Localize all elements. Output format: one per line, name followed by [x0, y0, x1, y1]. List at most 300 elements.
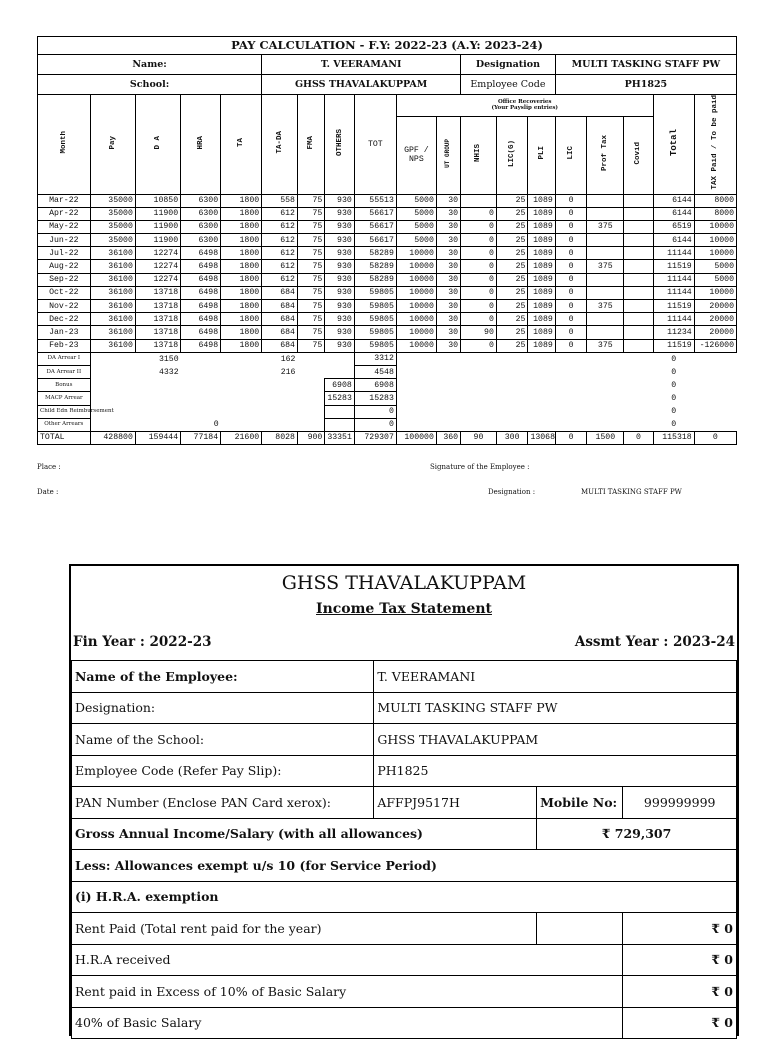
cell-lic-g: 25	[496, 300, 528, 313]
cell-da: 13718	[135, 300, 180, 313]
arrear-blank	[396, 365, 653, 378]
cell-hra: 6498	[181, 339, 221, 352]
cell-da: 11900	[135, 220, 180, 233]
cell-total: 6144	[653, 194, 694, 207]
it-row-designation	[72, 692, 737, 724]
cell-fma: 75	[297, 286, 324, 299]
arrear-blank	[396, 379, 653, 392]
arrear-row	[38, 352, 737, 365]
col-fma: FMA	[297, 95, 324, 195]
cell-pay: 36100	[90, 326, 135, 339]
totals-prof-tax: 1500	[587, 431, 624, 444]
cell-others: 930	[325, 234, 354, 247]
place-label: Place :	[37, 463, 61, 471]
cell-gpf: 5000	[396, 234, 436, 247]
cell-lic: 0	[555, 300, 587, 313]
arrear-ta	[221, 405, 262, 418]
it-row-hra-received	[72, 944, 737, 976]
arrear-tot: 3312	[354, 352, 396, 365]
place-line	[37, 463, 737, 471]
cell-month: Jun-22	[38, 234, 91, 247]
arrear-tada: 216	[280, 367, 296, 377]
cell-lic: 0	[555, 234, 587, 247]
cell-total: 11519	[653, 260, 694, 273]
cell-pay: 36100	[90, 313, 135, 326]
name-value: T. VEERAMANI	[262, 55, 461, 75]
cell-lic-g: 25	[496, 234, 528, 247]
cell-covid	[624, 247, 653, 260]
designation-label: Designation:	[72, 692, 374, 724]
arrear-label: Other Arrears	[38, 418, 91, 431]
cell-others: 930	[325, 260, 354, 273]
cell-gpf: 5000	[396, 194, 436, 207]
cell-others: 930	[325, 220, 354, 233]
cell-pli: 1089	[528, 207, 555, 220]
cell-total: 11234	[653, 326, 694, 339]
cell-prof-tax: 375	[587, 339, 624, 352]
it-row-hra	[72, 881, 737, 913]
rent-paid-label: Rent Paid (Total rent paid for the year)	[72, 913, 537, 945]
cell-nhis: 0	[461, 313, 497, 326]
totals-tax: 0	[694, 431, 736, 444]
forty-percent-value: ₹ 0	[623, 1007, 737, 1039]
cell-pay: 35000	[90, 194, 135, 207]
cell-tada: 612	[262, 234, 298, 247]
cell-ta: 1800	[221, 339, 262, 352]
cell-pli: 1089	[528, 194, 555, 207]
cell-month: Apr-22	[38, 207, 91, 220]
col-total: Total	[653, 95, 694, 195]
cell-prof-tax	[587, 313, 624, 326]
cell-lic-g: 25	[496, 273, 528, 286]
cell-tada: 612	[262, 247, 298, 260]
cell-hra: 6498	[181, 247, 221, 260]
arrear-tada: 162	[280, 354, 296, 364]
cell-others: 930	[325, 300, 354, 313]
cell-tot: 56617	[354, 207, 396, 220]
arrear-others: 6908	[325, 379, 354, 392]
cell-lic: 0	[555, 313, 587, 326]
col-tada: TA-DA	[262, 95, 298, 195]
arrear-hra	[181, 352, 221, 365]
cell-tada: 612	[262, 207, 298, 220]
cell-da: 11900	[135, 207, 180, 220]
cell-tada: 558	[262, 194, 298, 207]
cell-lic: 0	[555, 220, 587, 233]
cell-nhis: 0	[461, 300, 497, 313]
cell-prof-tax: 375	[587, 260, 624, 273]
cell-others: 930	[325, 207, 354, 220]
it-row-name	[72, 661, 737, 693]
arrear-hra	[181, 379, 221, 392]
cell-prof-tax	[587, 286, 624, 299]
cell-tada: 612	[262, 220, 298, 233]
cell-da: 13718	[135, 286, 180, 299]
cell-month: Sep-22	[38, 273, 91, 286]
it-school-title: GHSS THAVALAKUPPAM	[281, 572, 527, 594]
cell-covid	[624, 339, 653, 352]
arrear-fma	[297, 418, 324, 431]
cell-hra: 6300	[181, 220, 221, 233]
hra-exemption-label: (i) H.R.A. exemption	[72, 881, 737, 913]
arrear-tot: 4548	[354, 365, 396, 378]
cell-da: 13718	[135, 326, 180, 339]
cell-pli: 1089	[528, 300, 555, 313]
hra-received-label: H.R.A received	[72, 944, 623, 976]
cell-hra: 6498	[181, 286, 221, 299]
cell-covid	[624, 260, 653, 273]
cell-pli: 1089	[528, 220, 555, 233]
cell-fma: 75	[297, 220, 324, 233]
cell-ut: 30	[436, 234, 460, 247]
cell-lic: 0	[555, 207, 587, 220]
cell-ta: 1800	[221, 234, 262, 247]
fin-year: Fin Year : 2022-23	[73, 634, 212, 650]
cell-prof-tax	[587, 247, 624, 260]
cell-tot: 59805	[354, 326, 396, 339]
arrear-total: 0	[671, 367, 677, 377]
arrear-total: 0	[671, 420, 677, 430]
cell-nhis: 0	[461, 234, 497, 247]
totals-others: 33351	[325, 431, 354, 444]
arrear-label: DA Arrear I	[38, 352, 91, 365]
month-row	[38, 260, 737, 273]
it-row-less	[72, 850, 737, 882]
cell-month: May-22	[38, 220, 91, 233]
cell-tada: 612	[262, 273, 298, 286]
arrear-label: DA Arrear II	[38, 365, 91, 378]
cell-total: 6144	[653, 234, 694, 247]
cell-fma: 75	[297, 247, 324, 260]
arrear-others	[325, 418, 354, 431]
cell-tot: 56617	[354, 234, 396, 247]
cell-month: Dec-22	[38, 313, 91, 326]
cell-fma: 75	[297, 313, 324, 326]
cell-gpf: 10000	[396, 300, 436, 313]
cell-prof-tax	[587, 194, 624, 207]
col-others: OTHERS	[325, 95, 354, 195]
cell-ta: 1800	[221, 286, 262, 299]
signature-label: Signature of the Employee :	[430, 463, 530, 471]
excess-value: ₹ 0	[623, 976, 737, 1008]
it-row-school	[72, 724, 737, 756]
cell-hra: 6498	[181, 260, 221, 273]
cell-fma: 75	[297, 273, 324, 286]
cell-lic-g: 25	[496, 247, 528, 260]
cell-covid	[624, 273, 653, 286]
cell-month: Jul-22	[38, 247, 91, 260]
cell-gpf: 10000	[396, 339, 436, 352]
designation-value: MULTI TASKING STAFF PW	[555, 55, 736, 75]
totals-row	[38, 431, 737, 444]
arrear-tax	[694, 418, 736, 431]
totals-ta: 21600	[221, 431, 262, 444]
cell-ut: 30	[436, 207, 460, 220]
pay-calculation-table	[37, 36, 737, 445]
arrear-ta	[221, 352, 262, 365]
cell-ut: 30	[436, 300, 460, 313]
designation-value: MULTI TASKING STAFF PW	[374, 692, 737, 724]
cell-lic-g: 25	[496, 220, 528, 233]
arrear-pay	[90, 392, 135, 405]
month-row	[38, 220, 737, 233]
arrear-da: 3150	[158, 354, 179, 364]
cell-covid	[624, 194, 653, 207]
arrear-others	[325, 352, 354, 365]
cell-lic: 0	[555, 194, 587, 207]
arrear-ta	[221, 418, 262, 431]
arrear-tot: 0	[354, 405, 396, 418]
cell-ut: 30	[436, 220, 460, 233]
cell-da: 12274	[135, 273, 180, 286]
cell-month: Nov-22	[38, 300, 91, 313]
cell-ut: 30	[436, 194, 460, 207]
cell-gpf: 10000	[396, 260, 436, 273]
month-row	[38, 326, 737, 339]
cell-nhis: 0	[461, 220, 497, 233]
totals-fma: 900	[297, 431, 324, 444]
arrear-total: 0	[671, 380, 677, 390]
totals-total: 115318	[653, 431, 694, 444]
arrear-ta	[221, 392, 262, 405]
cell-ta: 1800	[221, 313, 262, 326]
emp-code-value: PH1825	[374, 755, 737, 787]
name-label: Name of the Employee:	[72, 661, 374, 693]
totals-label: TOTAL	[38, 431, 91, 444]
cell-month: Aug-22	[38, 260, 91, 273]
arrear-tax	[694, 379, 736, 392]
col-gpf: GPF / NPS	[396, 116, 436, 194]
cell-lic-g: 25	[496, 286, 528, 299]
cell-gpf: 10000	[396, 326, 436, 339]
cell-tax: 10000	[694, 234, 736, 247]
it-row-emp-code	[72, 755, 737, 787]
it-row-excess	[72, 976, 737, 1008]
cell-lic-g: 25	[496, 313, 528, 326]
cell-month: Feb-23	[38, 339, 91, 352]
month-row	[38, 207, 737, 220]
cell-total: 11519	[653, 339, 694, 352]
cell-tada: 684	[262, 326, 298, 339]
cell-pay: 36100	[90, 247, 135, 260]
cell-ta: 1800	[221, 273, 262, 286]
arrear-da: 4332	[158, 367, 179, 377]
cell-lic: 0	[555, 247, 587, 260]
col-month: Month	[38, 95, 91, 195]
cell-covid	[624, 286, 653, 299]
cell-ut: 30	[436, 313, 460, 326]
month-row	[38, 300, 737, 313]
cell-gpf: 10000	[396, 273, 436, 286]
it-statement-title: Income Tax Statement	[316, 601, 492, 617]
cell-tax: 20000	[694, 300, 736, 313]
cell-lic: 0	[555, 339, 587, 352]
cell-fma: 75	[297, 260, 324, 273]
name-value: T. VEERAMANI	[374, 661, 737, 693]
cell-month: Mar-22	[38, 194, 91, 207]
cell-hra: 6300	[181, 194, 221, 207]
col-ut: UT GROUP	[436, 116, 460, 194]
arrear-row	[38, 365, 737, 378]
cell-pay: 35000	[90, 207, 135, 220]
cell-nhis: 0	[461, 273, 497, 286]
footer-designation-value: MULTI TASKING STAFF PW	[581, 488, 682, 496]
cell-covid	[624, 300, 653, 313]
cell-pli: 1089	[528, 260, 555, 273]
arrear-row	[38, 392, 737, 405]
col-lic: LIC	[555, 116, 587, 194]
cell-hra: 6498	[181, 273, 221, 286]
totals-gpf: 100000	[396, 431, 436, 444]
cell-prof-tax: 375	[587, 300, 624, 313]
school-label: Name of the School:	[72, 724, 374, 756]
emp-code-value: PH1825	[555, 75, 736, 95]
arrear-tada	[262, 418, 298, 431]
it-row-gross	[72, 818, 737, 850]
cell-tot: 59805	[354, 286, 396, 299]
assmt-year: Assmt Year : 2023-24	[574, 634, 735, 650]
cell-lic-g: 25	[496, 260, 528, 273]
gross-value: ₹ 729,307	[537, 818, 737, 850]
cell-ta: 1800	[221, 247, 262, 260]
cell-pli: 1089	[528, 273, 555, 286]
cell-tot: 58289	[354, 247, 396, 260]
cell-da: 12274	[135, 247, 180, 260]
cell-tot: 59805	[354, 339, 396, 352]
cell-tax: 20000	[694, 326, 736, 339]
cell-gpf: 5000	[396, 207, 436, 220]
arrear-pay	[90, 352, 135, 365]
cell-hra: 6300	[181, 234, 221, 247]
cell-tax: 8000	[694, 194, 736, 207]
arrear-ta	[221, 365, 262, 378]
school-value: GHSS THAVALAKUPPAM	[262, 75, 461, 95]
cell-prof-tax: 375	[587, 220, 624, 233]
school-label: School:	[38, 75, 262, 95]
cell-tot: 55513	[354, 194, 396, 207]
cell-da: 13718	[135, 339, 180, 352]
cell-ut: 30	[436, 260, 460, 273]
cell-tax: -126000	[694, 339, 736, 352]
cell-fma: 75	[297, 326, 324, 339]
cell-total: 6519	[653, 220, 694, 233]
cell-nhis: 0	[461, 339, 497, 352]
arrear-blank	[396, 352, 653, 365]
cell-total: 11144	[653, 286, 694, 299]
cell-tax: 10000	[694, 220, 736, 233]
totals-nhis: 90	[461, 431, 497, 444]
arrear-fma	[297, 379, 324, 392]
footer-designation-label: Designation :	[488, 488, 536, 496]
month-row	[38, 234, 737, 247]
cell-ut: 30	[436, 286, 460, 299]
arrear-fma	[297, 352, 324, 365]
col-tax-paid: TAX Paid / To be paid	[694, 95, 736, 195]
cell-total: 11144	[653, 273, 694, 286]
cell-tot: 58289	[354, 273, 396, 286]
cell-lic-g: 25	[496, 339, 528, 352]
cell-pli: 1089	[528, 339, 555, 352]
cell-tax: 5000	[694, 260, 736, 273]
arrear-total: 0	[671, 407, 677, 417]
arrear-da	[135, 405, 180, 418]
cell-tada: 612	[262, 260, 298, 273]
cell-month: Jan-23	[38, 326, 91, 339]
cell-pay: 35000	[90, 234, 135, 247]
cell-tada: 684	[262, 286, 298, 299]
cell-lic: 0	[555, 286, 587, 299]
col-pli: PLI	[528, 116, 555, 194]
arrear-total: 0	[671, 354, 677, 364]
cell-lic-g: 25	[496, 326, 528, 339]
mobile-value: 999999999	[623, 787, 737, 819]
month-row	[38, 273, 737, 286]
totals-tot: 729307	[354, 431, 396, 444]
arrear-fma	[297, 405, 324, 418]
cell-nhis: 0	[461, 207, 497, 220]
arrear-blank	[396, 392, 653, 405]
less-label: Less: Allowances exempt u/s 10 (for Service Period)	[72, 850, 737, 882]
arrear-row	[38, 405, 737, 418]
cell-gpf: 10000	[396, 313, 436, 326]
emp-code-label: Employee Code (Refer Pay Slip):	[72, 755, 374, 787]
it-years	[71, 634, 737, 660]
cell-pay: 36100	[90, 273, 135, 286]
cell-pay: 36100	[90, 300, 135, 313]
month-row	[38, 286, 737, 299]
cell-ta: 1800	[221, 194, 262, 207]
col-hra: HRA	[181, 95, 221, 195]
arrear-hra	[181, 365, 221, 378]
cell-ut: 30	[436, 247, 460, 260]
month-row	[38, 339, 737, 352]
cell-nhis: 0	[461, 247, 497, 260]
arrear-hra: 0	[213, 420, 219, 430]
arrear-total: 0	[671, 393, 677, 403]
arrear-hra	[181, 405, 221, 418]
arrear-pay	[90, 365, 135, 378]
arrear-tada	[262, 379, 298, 392]
cell-ta: 1800	[221, 207, 262, 220]
col-pay: Pay	[90, 95, 135, 195]
cell-pli: 1089	[528, 313, 555, 326]
cell-ut: 30	[436, 273, 460, 286]
cell-fma: 75	[297, 194, 324, 207]
cell-pay: 36100	[90, 339, 135, 352]
arrear-others	[325, 405, 354, 418]
cell-ut: 30	[436, 326, 460, 339]
col-nhis: NHIS	[461, 116, 497, 194]
arrear-pay	[90, 379, 135, 392]
cell-pay: 35000	[90, 220, 135, 233]
cell-covid	[624, 207, 653, 220]
date-label: Date :	[37, 488, 59, 496]
cell-tot: 56617	[354, 220, 396, 233]
cell-total: 6144	[653, 207, 694, 220]
arrear-tax	[694, 365, 736, 378]
emp-code-label: Employee Code	[461, 75, 556, 95]
cell-tada: 684	[262, 300, 298, 313]
it-row-rent-paid	[72, 913, 737, 945]
cell-covid	[624, 220, 653, 233]
cell-fma: 75	[297, 339, 324, 352]
cell-prof-tax	[587, 326, 624, 339]
arrear-pay	[90, 418, 135, 431]
cell-ta: 1800	[221, 260, 262, 273]
pan-label: PAN Number (Enclose PAN Card xerox):	[72, 787, 374, 819]
cell-pay: 36100	[90, 260, 135, 273]
cell-da: 13718	[135, 313, 180, 326]
